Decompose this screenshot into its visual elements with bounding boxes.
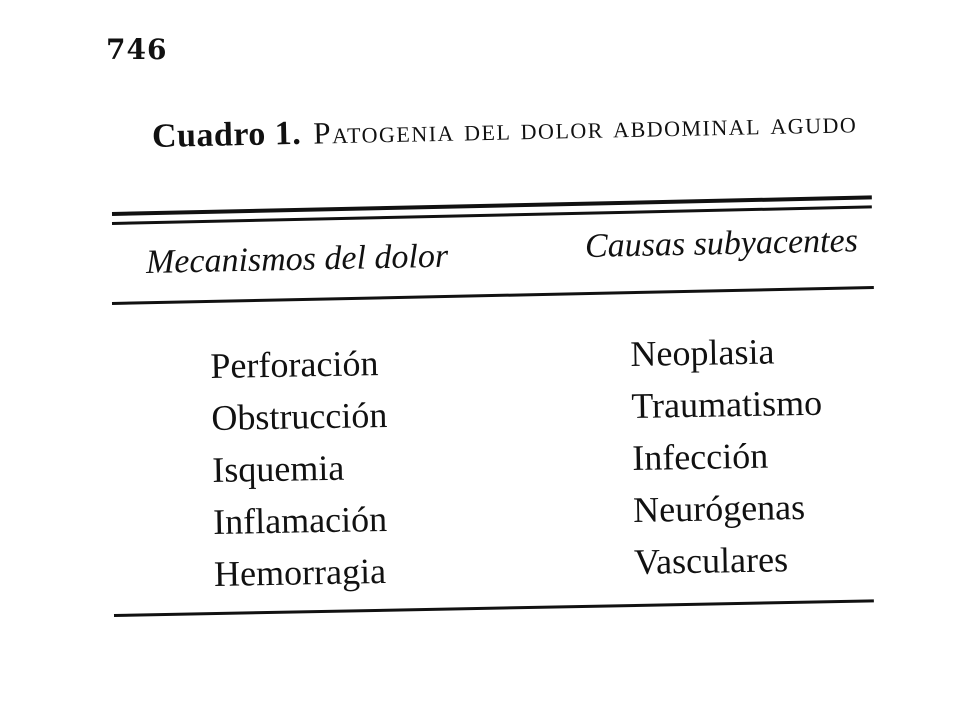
table-caption: [152, 103, 858, 156]
table-cell-causa: Traumatismo: [631, 382, 823, 426]
caption-number: Cuadro 1.: [151, 114, 302, 155]
page-number: 746: [106, 33, 168, 66]
table-cell-causa: Neoplasia: [630, 331, 775, 374]
table-cell-causa: Infección: [631, 435, 769, 478]
table-bottom-rule: [114, 599, 874, 617]
column-header-mecanismos: Mecanismos del dolor: [145, 237, 449, 281]
causas-list: [630, 325, 825, 588]
table-top-rule-secondary: [112, 205, 872, 225]
mecanismos-list: [210, 337, 390, 600]
table-cell-mecanismo: Inflamación: [212, 498, 388, 542]
table-cell-mecanismo: Isquemia: [211, 447, 345, 490]
table-cell-mecanismo: Perforación: [210, 343, 379, 386]
table-cell-causa: Neurógenas: [632, 486, 806, 530]
header-separator-rule: [112, 286, 874, 305]
column-header-causas: Causas subyacentes: [584, 222, 859, 265]
table-cell-mecanismo: Obstrucción: [211, 394, 388, 438]
caption-title: Patogenia del dolor abdominal agudo: [312, 104, 858, 151]
table-cell-causa: Vasculares: [633, 539, 789, 582]
table-cell-mecanismo: Hemorragia: [213, 550, 387, 594]
